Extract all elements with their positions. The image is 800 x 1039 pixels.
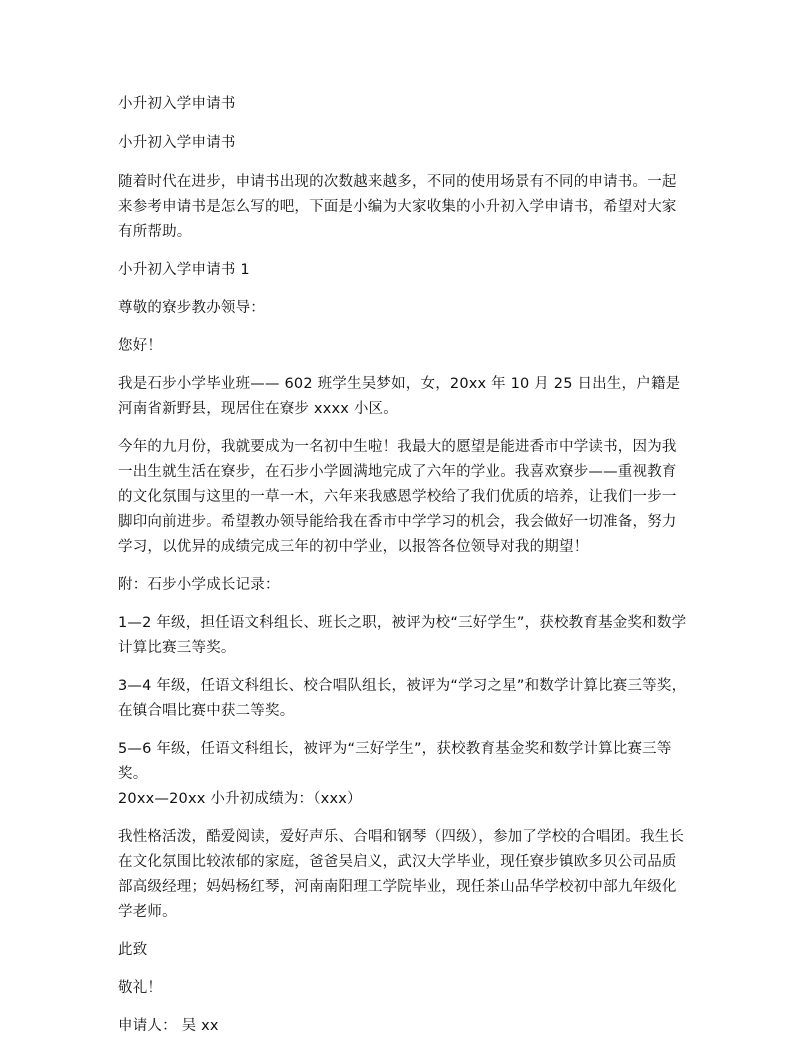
section-title: 小升初入学申请书 1 (118, 262, 250, 278)
document-title: 小升初入学申请书 (118, 135, 236, 151)
record-grade-1-2: 1—2 年级，担任语文科组长、班长之职，被评为校“三好学生”，获校教育基金奖和数学计算比赛三等奖。 (118, 615, 687, 656)
personal-paragraph: 我性格活泼，酷爱阅读，爱好声乐、合唱和钢琴（四级），参加了学校的合唱团。我生长在文化氛围比较浓郁的家庭，爸爸吴启义，武汉大学毕业，现任寮步镇欧多贝公司品质部高级经理；妈妈杨红琴，河南南阳理工学院毕业，现任茶山品华学校初中部九年级化学老师。 (118, 829, 685, 920)
self-intro-paragraph: 我是石步小学毕业班—— 602 班学生吴梦如，女，20xx 年 10 月 25 日出生，户籍是河南省新野县，现居住在寮步 xxxx 小区。 (118, 376, 681, 417)
intro-paragraph: 随着时代在进步，申请书出现的次数越来越多，不同的使用场景有不同的申请书。一起来参考申请书是怎么写的吧，下面是小编为大家收集的小升初入学申请书，希望对大家有所帮助。 (118, 174, 677, 240)
salutation: 尊敬的寮步教办领导： (118, 300, 265, 316)
closing-line-2: 敬礼！ (118, 980, 163, 996)
record-scores: 20xx—20xx 小升初成绩为：（xxx） (118, 791, 362, 807)
record-grade-3-4: 3—4 年级，任语文科组长、校合唱队组长，被评为“学习之星”和数学计算比赛三等奖，在镇合唱比赛中获二等奖。 (118, 678, 687, 719)
signature: 申请人： 吴 xx (118, 1018, 219, 1034)
greeting: 您好！ (118, 338, 163, 354)
wish-paragraph: 今年的九月份，我就要成为一名初中生啦！我最大的愿望是能进香市中学读书，因为我一出生就生活在寮步，在石步小学圆满地完成了六年的学业。我喜欢寮步——重视教育的文化氛围与这里的一草一木，六年来我感恩学校给了我们优质的培养，让我们一步一脚印向前进步。希望教办领导能给我在香市中学学习的机会，我会做好一切准备，努力学习，以优异的成绩完成三年的初中学业，以报答各位领导对我的期望！ (118, 439, 677, 555)
record-grade-5-6: 5—6 年级，任语文科组长，被评为“三好学生”，获校教育基金奖和数学计算比赛三等奖。 (118, 741, 672, 782)
closing-line-1: 此致 (118, 942, 148, 958)
appendix-title: 附：石步小学成长记录： (118, 577, 280, 593)
header-title: 小升初入学申请书 (118, 96, 236, 112)
